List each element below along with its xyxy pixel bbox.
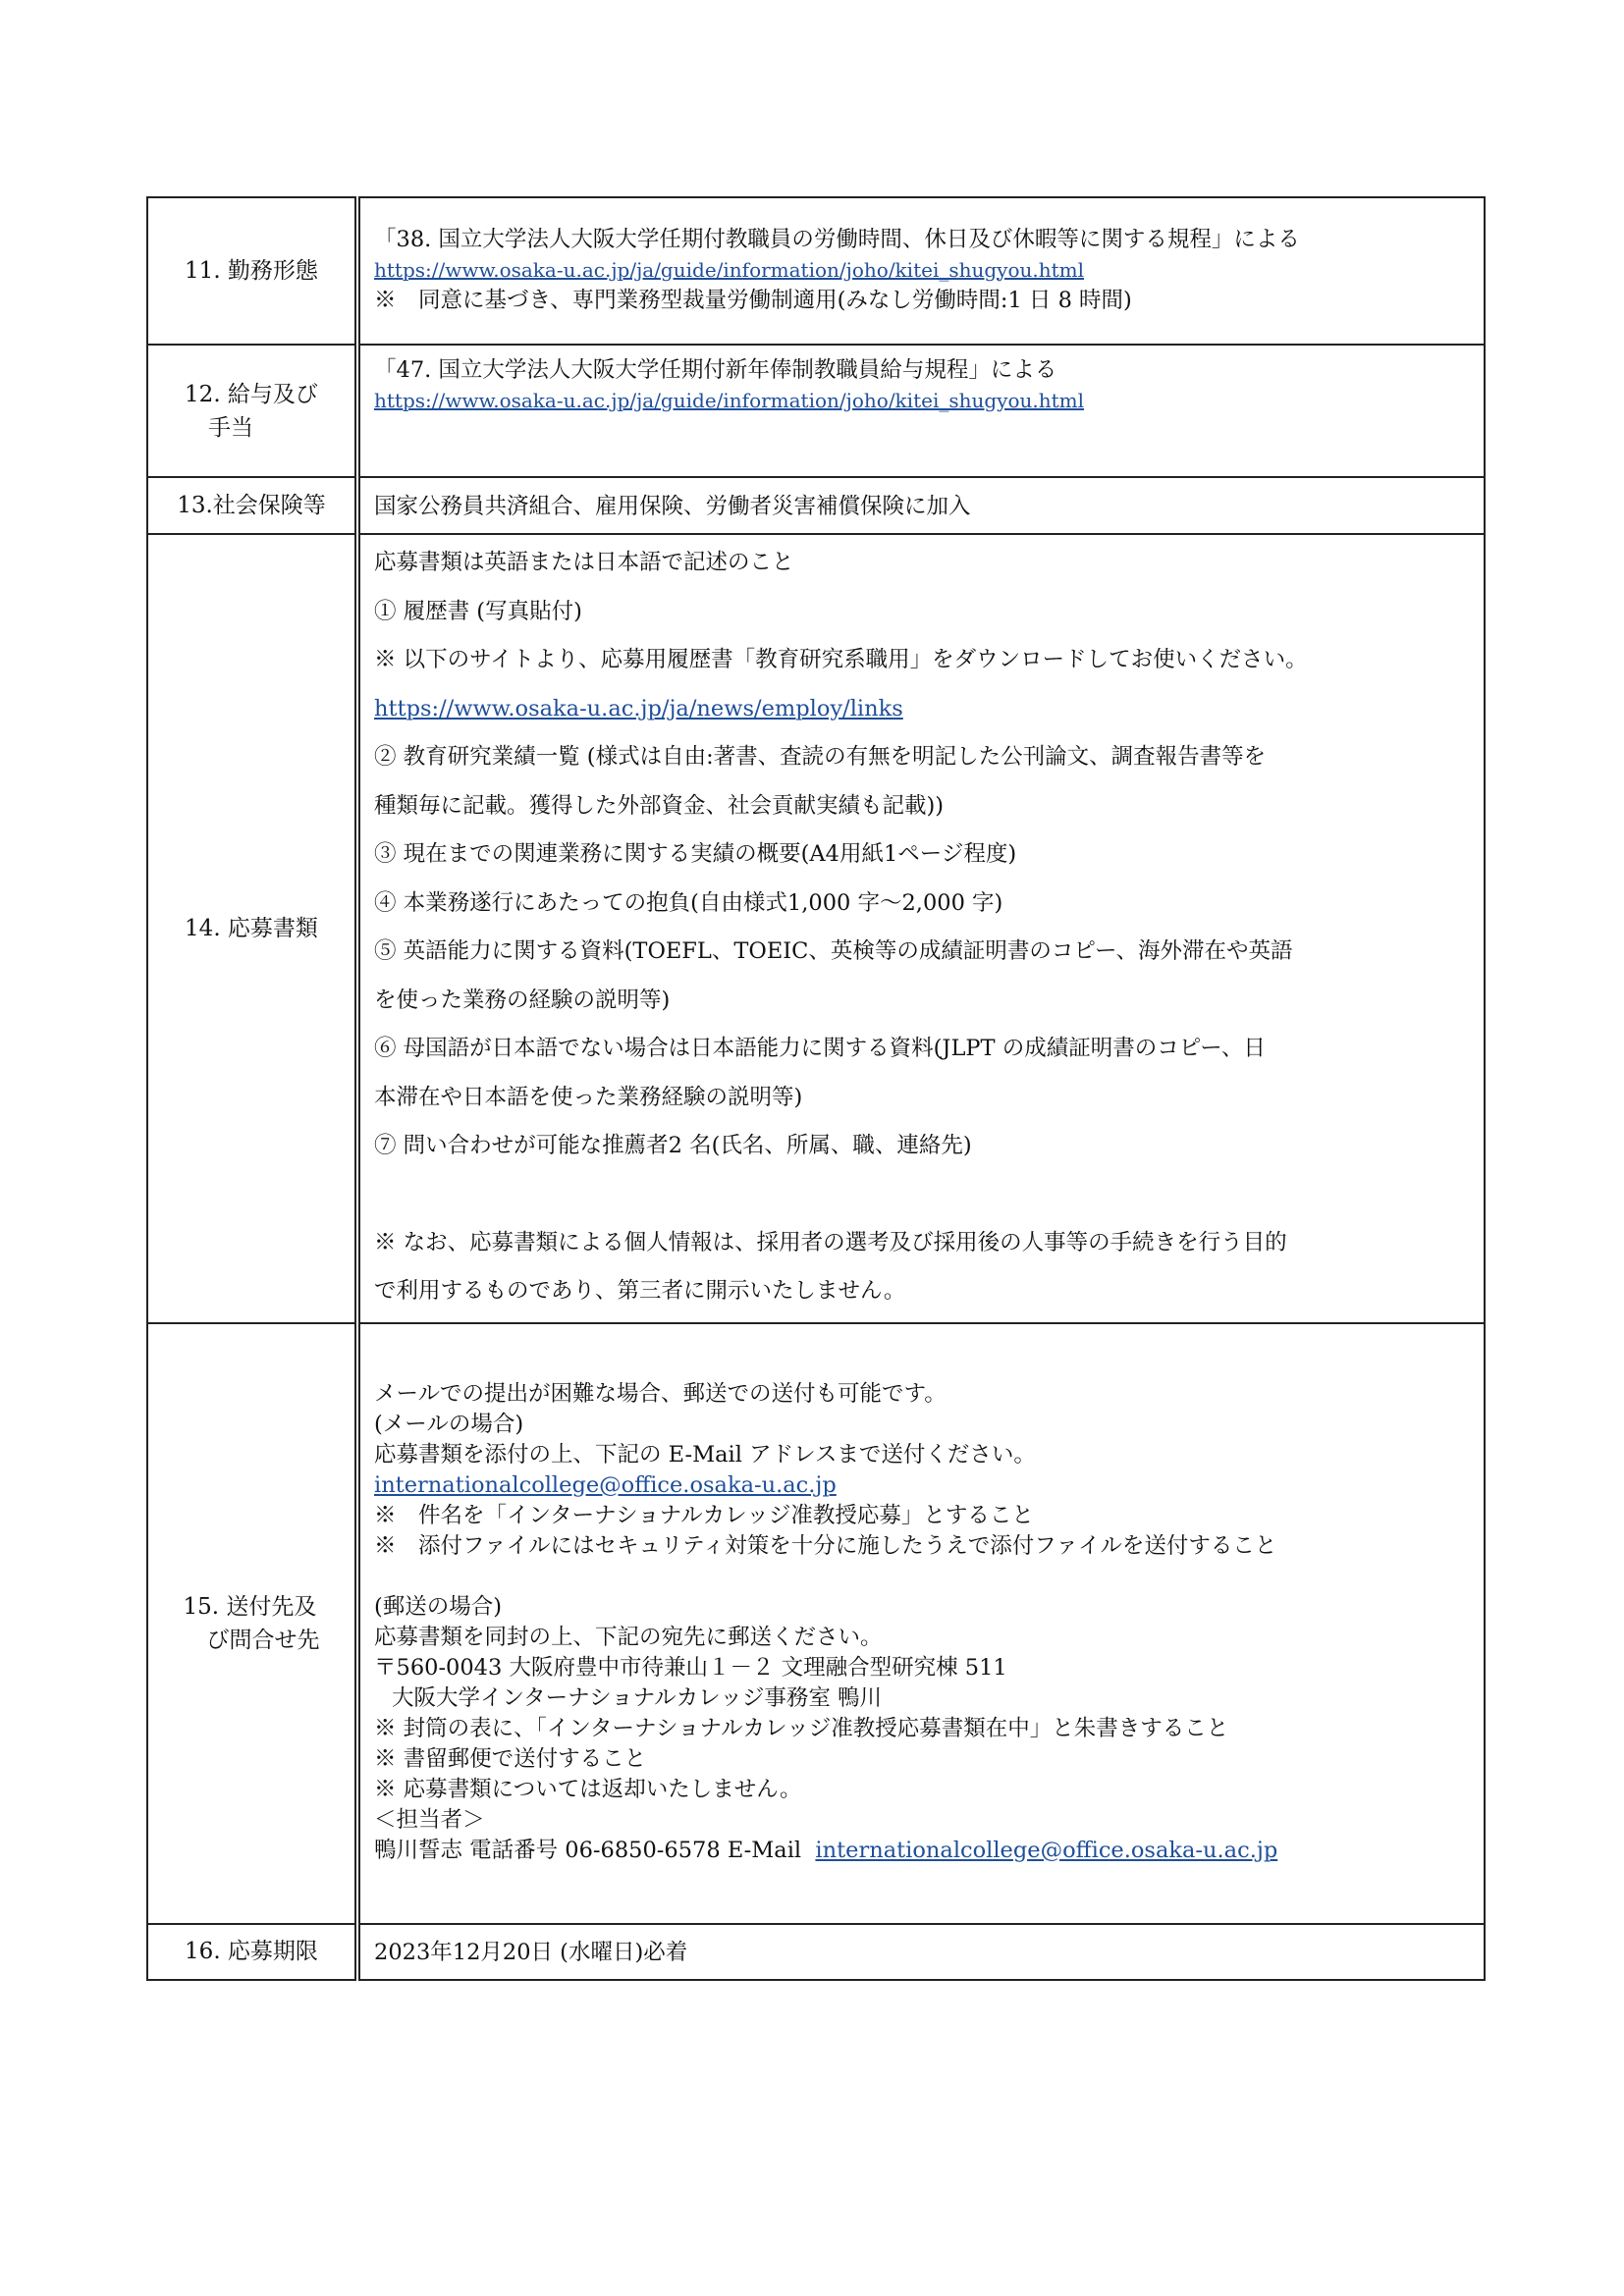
privacy-note: ※ なお、応募書類による個人情報は、採用者の選考及び採用後の人事等の手続きを行う目的 [374,1229,1287,1255]
list-item: ⑤ 英語能力に関する資料(TOEFL、TOEIC、英検等の成績証明書のコピー、海外滞在や英語 [374,938,1293,964]
row-label-15 [147,1323,357,1924]
postal-address: 〒560-0043 大阪府豊中市待兼山１－２ 文理融合型研究棟 511 [374,1654,1007,1681]
row-content-16 [357,1924,1485,1980]
list-item: 本滞在や日本語を使った業務経験の説明等) [374,1084,803,1110]
row-label-11: 11. 勤務形態 [147,197,357,345]
table-row-15 [147,1323,1485,1924]
table-row-16 [147,1924,1485,1980]
list-item: を使った業務の経験の説明等) [374,987,671,1013]
row-content-11 [357,197,1485,345]
rule-link[interactable]: https://www.osaka-u.ac.jp/ja/guide/information/joho/kitei_shugyou.html [374,257,1085,282]
contact-line [374,1836,1472,1866]
note-text: ※ 応募書類については返却いたしません。 [374,1776,802,1802]
row-label-13: 13.社会保険等 [147,477,357,534]
list-item: 応募書類は英語または日本語で記述のこと [374,550,794,575]
list-item: ③ 現在までの関連業務に関する実績の概要(A4用紙1ページ程度) [374,841,1017,867]
insurance-text: 国家公務員共済組合、雇用保険、労働者災害補償保険に加入 [374,494,971,519]
contact-info: 鴨川誓志 電話番号 06-6850-6578 E-Mail [374,1837,802,1863]
note-text: ※ 件名を「インターナショナルカレッジ准教授応募」とすること [374,1502,1034,1528]
list-item: ※ 以下のサイトより、応募用履歴書「教育研究系職用」をダウンロードしてお使いください。 [374,647,1308,672]
mail-section-heading: (郵送の場合) [374,1593,503,1620]
row-label-14: 14. 応募書類 [147,534,357,1323]
spacer [374,1171,1472,1219]
label-line: 12. 給与及び [185,381,318,407]
row-content-13 [357,477,1485,534]
row-content-14 [357,534,1485,1323]
email-instruction: 応募書類を添付の上、下記の E-Mail アドレスまで送付ください。 [374,1441,1036,1468]
label-line: び問合せ先 [206,1627,320,1653]
table-row-12 [147,345,1485,477]
contact-heading: ＜担当者＞ [374,1806,485,1833]
list-item: ① 履歴書 (写真貼付) [374,598,582,624]
row-content-12 [357,345,1485,477]
resume-download-link[interactable]: https://www.osaka-u.ac.jp/ja/news/employ/links [374,695,903,721]
rule-reference-text: 「38. 国立大学法人大阪大学任期付教職員の労働時間、休日及び休暇等に関する規程」による [374,226,1300,252]
mail-instruction: 応募書類を同封の上、下記の宛先に郵送ください。 [374,1624,883,1650]
salary-rule-link[interactable]: https://www.osaka-u.ac.jp/ja/guide/information/joho/kitei_shugyou.html [374,389,1085,412]
document-page [146,196,1486,1981]
privacy-note: で利用するものであり、第三者に開示いたしません。 [374,1278,906,1304]
note-text: ※ 同意に基づき、専門業務型裁量労働制適用(みなし労働時間:1 日 8 時間) [374,287,1132,313]
list-item: ④ 本業務遂行にあたっての抱負(自由様式1,000 字～2,000 字) [374,889,1003,916]
deadline-text: 2023年12月20日 (水曜日)必着 [374,1940,688,1965]
office-name: 大阪大学インターナショナルカレッジ事務室 鴨川 [392,1684,883,1711]
salary-rule-text: 「47. 国立大学法人大阪大学任期付新年俸制教職員給与規程」による [374,357,1057,383]
note-text: ※ 封筒の表に、「インターナショナルカレッジ准教授応募書類在中」と朱書きすること [374,1715,1229,1741]
list-item: ⑦ 問い合わせが可能な推薦者2 名(氏名、所属、職、連絡先) [374,1133,972,1158]
label-line: 15. 送付先及 [183,1593,317,1620]
contact-email-link[interactable]: internationalcollege@office.osaka-u.ac.jp [815,1837,1278,1863]
table-row-13 [147,477,1485,534]
row-label-12 [147,345,357,477]
row-content-15 [357,1323,1485,1924]
note-text: ※ 添付ファイルにはセキュリティ対策を十分に施したうえで添付ファイルを送付すること [374,1532,1277,1559]
intro-text: メールでの提出が困難な場合、郵送での送付も可能です。 [374,1380,947,1407]
table-row-11 [147,197,1485,345]
label-line: 手当 [208,414,254,441]
note-text: ※ 書留郵便で送付すること [374,1745,647,1772]
list-item: ② 教育研究業績一覧 (様式は自由:著書、査読の有無を明記した公刊論文、調査報告書等を [374,744,1267,770]
table-row-14 [147,534,1485,1323]
list-item: ⑥ 母国語が日本語でない場合は日本語能力に関する資料(JLPT の成績証明書のコピー、日 [374,1036,1266,1061]
list-item: 種類毎に記載。獲得した外部資金、社会貢献実績も記載)) [374,792,945,819]
row-label-16: 16. 応募期限 [147,1924,357,1980]
recruitment-table [146,196,1486,1981]
email-link[interactable]: internationalcollege@office.osaka-u.ac.jp [374,1471,837,1498]
email-section-heading: (メールの場合) [374,1411,524,1437]
spacer [374,1562,1472,1592]
